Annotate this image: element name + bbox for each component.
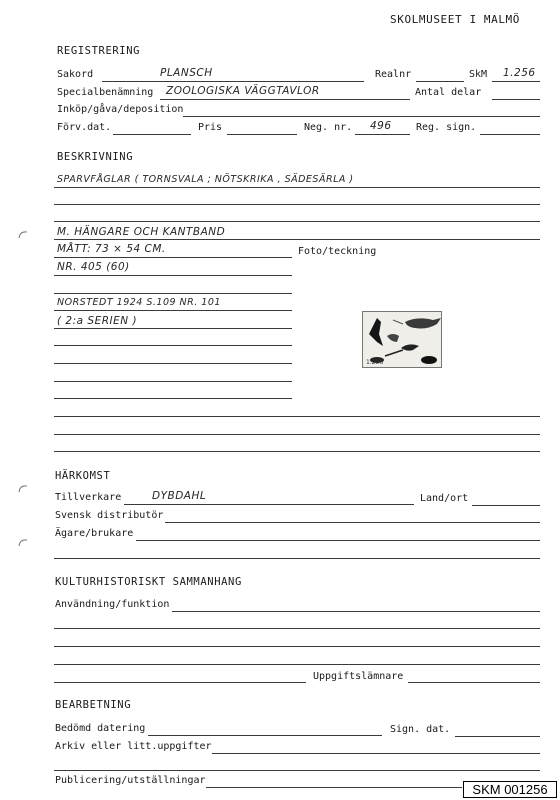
foto-teckning-label: Foto/teckning <box>298 246 377 257</box>
punch-hole-mark-1 <box>17 230 29 240</box>
harkomst-heading: HÄRKOMST <box>55 470 111 482</box>
beskrivning-rule-9[interactable] <box>54 328 292 329</box>
neg-nr-value: 496 <box>370 120 392 132</box>
sign-dat-label: Sign. dat. <box>390 724 451 735</box>
land-ort-label: Land/ort <box>420 493 469 504</box>
beskrivning-line-4: NR. 405 (60) <box>57 261 130 273</box>
tillverkare-label: Tillverkare <box>55 492 122 503</box>
beskrivning-rule-12[interactable] <box>54 381 292 382</box>
beskrivning-rule-2[interactable] <box>54 204 540 205</box>
arkiv-label: Arkiv eller litt.uppgifter <box>55 741 212 752</box>
kultur-rule-4[interactable] <box>54 682 306 683</box>
beskrivning-rule-4[interactable] <box>54 239 540 240</box>
arkiv-field[interactable] <box>212 753 540 754</box>
beskrivning-line-6: ( 2:a SERIEN ) <box>57 315 138 327</box>
catalog-number: SKM 001256 <box>463 781 557 798</box>
neg-nr-label: Neg. nr. <box>304 122 353 133</box>
anvandning-field[interactable] <box>172 611 540 612</box>
sign-dat-field[interactable] <box>455 736 540 737</box>
specialbenamning-label: Specialbenämning <box>57 87 154 98</box>
beskrivning-line-1: SPARVFÅGLAR ( TORNSVALA ; NÖTSKRIKA , SÄDESÄRLA ) <box>57 174 354 185</box>
punch-hole-mark-2 <box>17 484 29 494</box>
harkomst-rule[interactable] <box>54 558 540 559</box>
beskrivning-rule-15[interactable] <box>54 434 540 435</box>
beskrivning-rule-10[interactable] <box>54 345 292 346</box>
registrering-heading: REGISTRERING <box>57 45 141 57</box>
forvdat-label: Förv.dat. <box>57 122 112 133</box>
svensk-distributor-field[interactable] <box>165 522 540 523</box>
beskrivning-rule-11[interactable] <box>54 363 292 364</box>
museum-name: SKOLMUSEET I MALMÖ <box>390 13 521 26</box>
agare-brukare-field[interactable] <box>136 540 540 541</box>
pris-field[interactable] <box>227 134 297 135</box>
beskrivning-rule-6[interactable] <box>54 275 292 276</box>
photo-caption: 1.256 <box>366 359 384 366</box>
specialbenamning-value: ZOOLOGISKA VÄGGTAVLOR <box>166 85 320 97</box>
beskrivning-rule-16[interactable] <box>54 451 540 452</box>
realnr-field[interactable] <box>416 81 464 82</box>
bearbetning-rule[interactable] <box>54 770 540 771</box>
bedomd-datering-field[interactable] <box>148 735 382 736</box>
inkop-field[interactable] <box>183 116 540 117</box>
publicering-label: Publicering/utställningar <box>55 775 206 786</box>
bedomd-datering-label: Bedömd datering <box>55 723 146 734</box>
uppgiftslamnare-label: Uppgiftslämnare <box>313 671 404 682</box>
skm-label: SkM <box>469 69 488 80</box>
kultur-rule-1[interactable] <box>54 628 540 629</box>
beskrivning-rule-7[interactable] <box>54 293 292 294</box>
beskrivning-line-2: M. HÄNGARE OCH KANTBAND <box>57 226 226 238</box>
neg-nr-field[interactable] <box>355 134 410 135</box>
beskrivning-line-5: NORSTEDT 1924 S.109 NR. 101 <box>57 297 221 308</box>
beskrivning-rule-14[interactable] <box>54 416 540 417</box>
antal-delar-label: Antal delar <box>415 87 482 98</box>
beskrivning-rule-8[interactable] <box>54 310 292 311</box>
anvandning-label: Användning/funktion <box>55 599 170 610</box>
beskrivning-rule-1[interactable] <box>54 187 540 188</box>
beskrivning-rule-5[interactable] <box>54 257 292 258</box>
pris-label: Pris <box>198 122 223 133</box>
tillverkare-field[interactable] <box>124 504 414 505</box>
specialbenamning-field[interactable] <box>160 99 410 100</box>
tillverkare-value: DYBDAHL <box>152 490 207 502</box>
kultur-rule-2[interactable] <box>54 646 540 647</box>
realnr-label: Realnr <box>375 69 412 80</box>
beskrivning-rule-3[interactable] <box>54 221 540 222</box>
skm-field[interactable] <box>492 81 540 82</box>
sakord-value: PLANSCH <box>160 67 213 79</box>
sakord-label: Sakord <box>57 69 94 80</box>
antal-delar-field[interactable] <box>492 99 540 100</box>
reg-sign-label: Reg. sign. <box>416 122 477 133</box>
agare-brukare-label: Ägare/brukare <box>55 528 134 539</box>
skm-value: 1.256 <box>503 67 536 79</box>
bearbetning-heading: BEARBETNING <box>55 699 132 711</box>
punch-hole-mark-3 <box>17 538 29 548</box>
kultur-heading: KULTURHISTORISKT SAMMANHANG <box>55 576 242 588</box>
sakord-field[interactable] <box>102 81 364 82</box>
land-ort-field[interactable] <box>472 505 540 506</box>
beskrivning-heading: BESKRIVNING <box>57 151 134 163</box>
beskrivning-line-3: MÅTT: 73 × 54 CM. <box>57 243 166 255</box>
kultur-rule-3[interactable] <box>54 664 540 665</box>
object-photo[interactable] <box>362 311 442 368</box>
inkop-label: Inköp/gåva/deposition <box>57 104 184 115</box>
beskrivning-rule-13[interactable] <box>54 398 292 399</box>
uppgiftslamnare-field[interactable] <box>408 682 540 683</box>
forvdat-field[interactable] <box>113 134 191 135</box>
publicering-field[interactable] <box>206 787 462 788</box>
reg-sign-field[interactable] <box>480 134 540 135</box>
svensk-distributor-label: Svensk distributör <box>55 510 164 521</box>
lower-bird-2 <box>421 356 437 364</box>
